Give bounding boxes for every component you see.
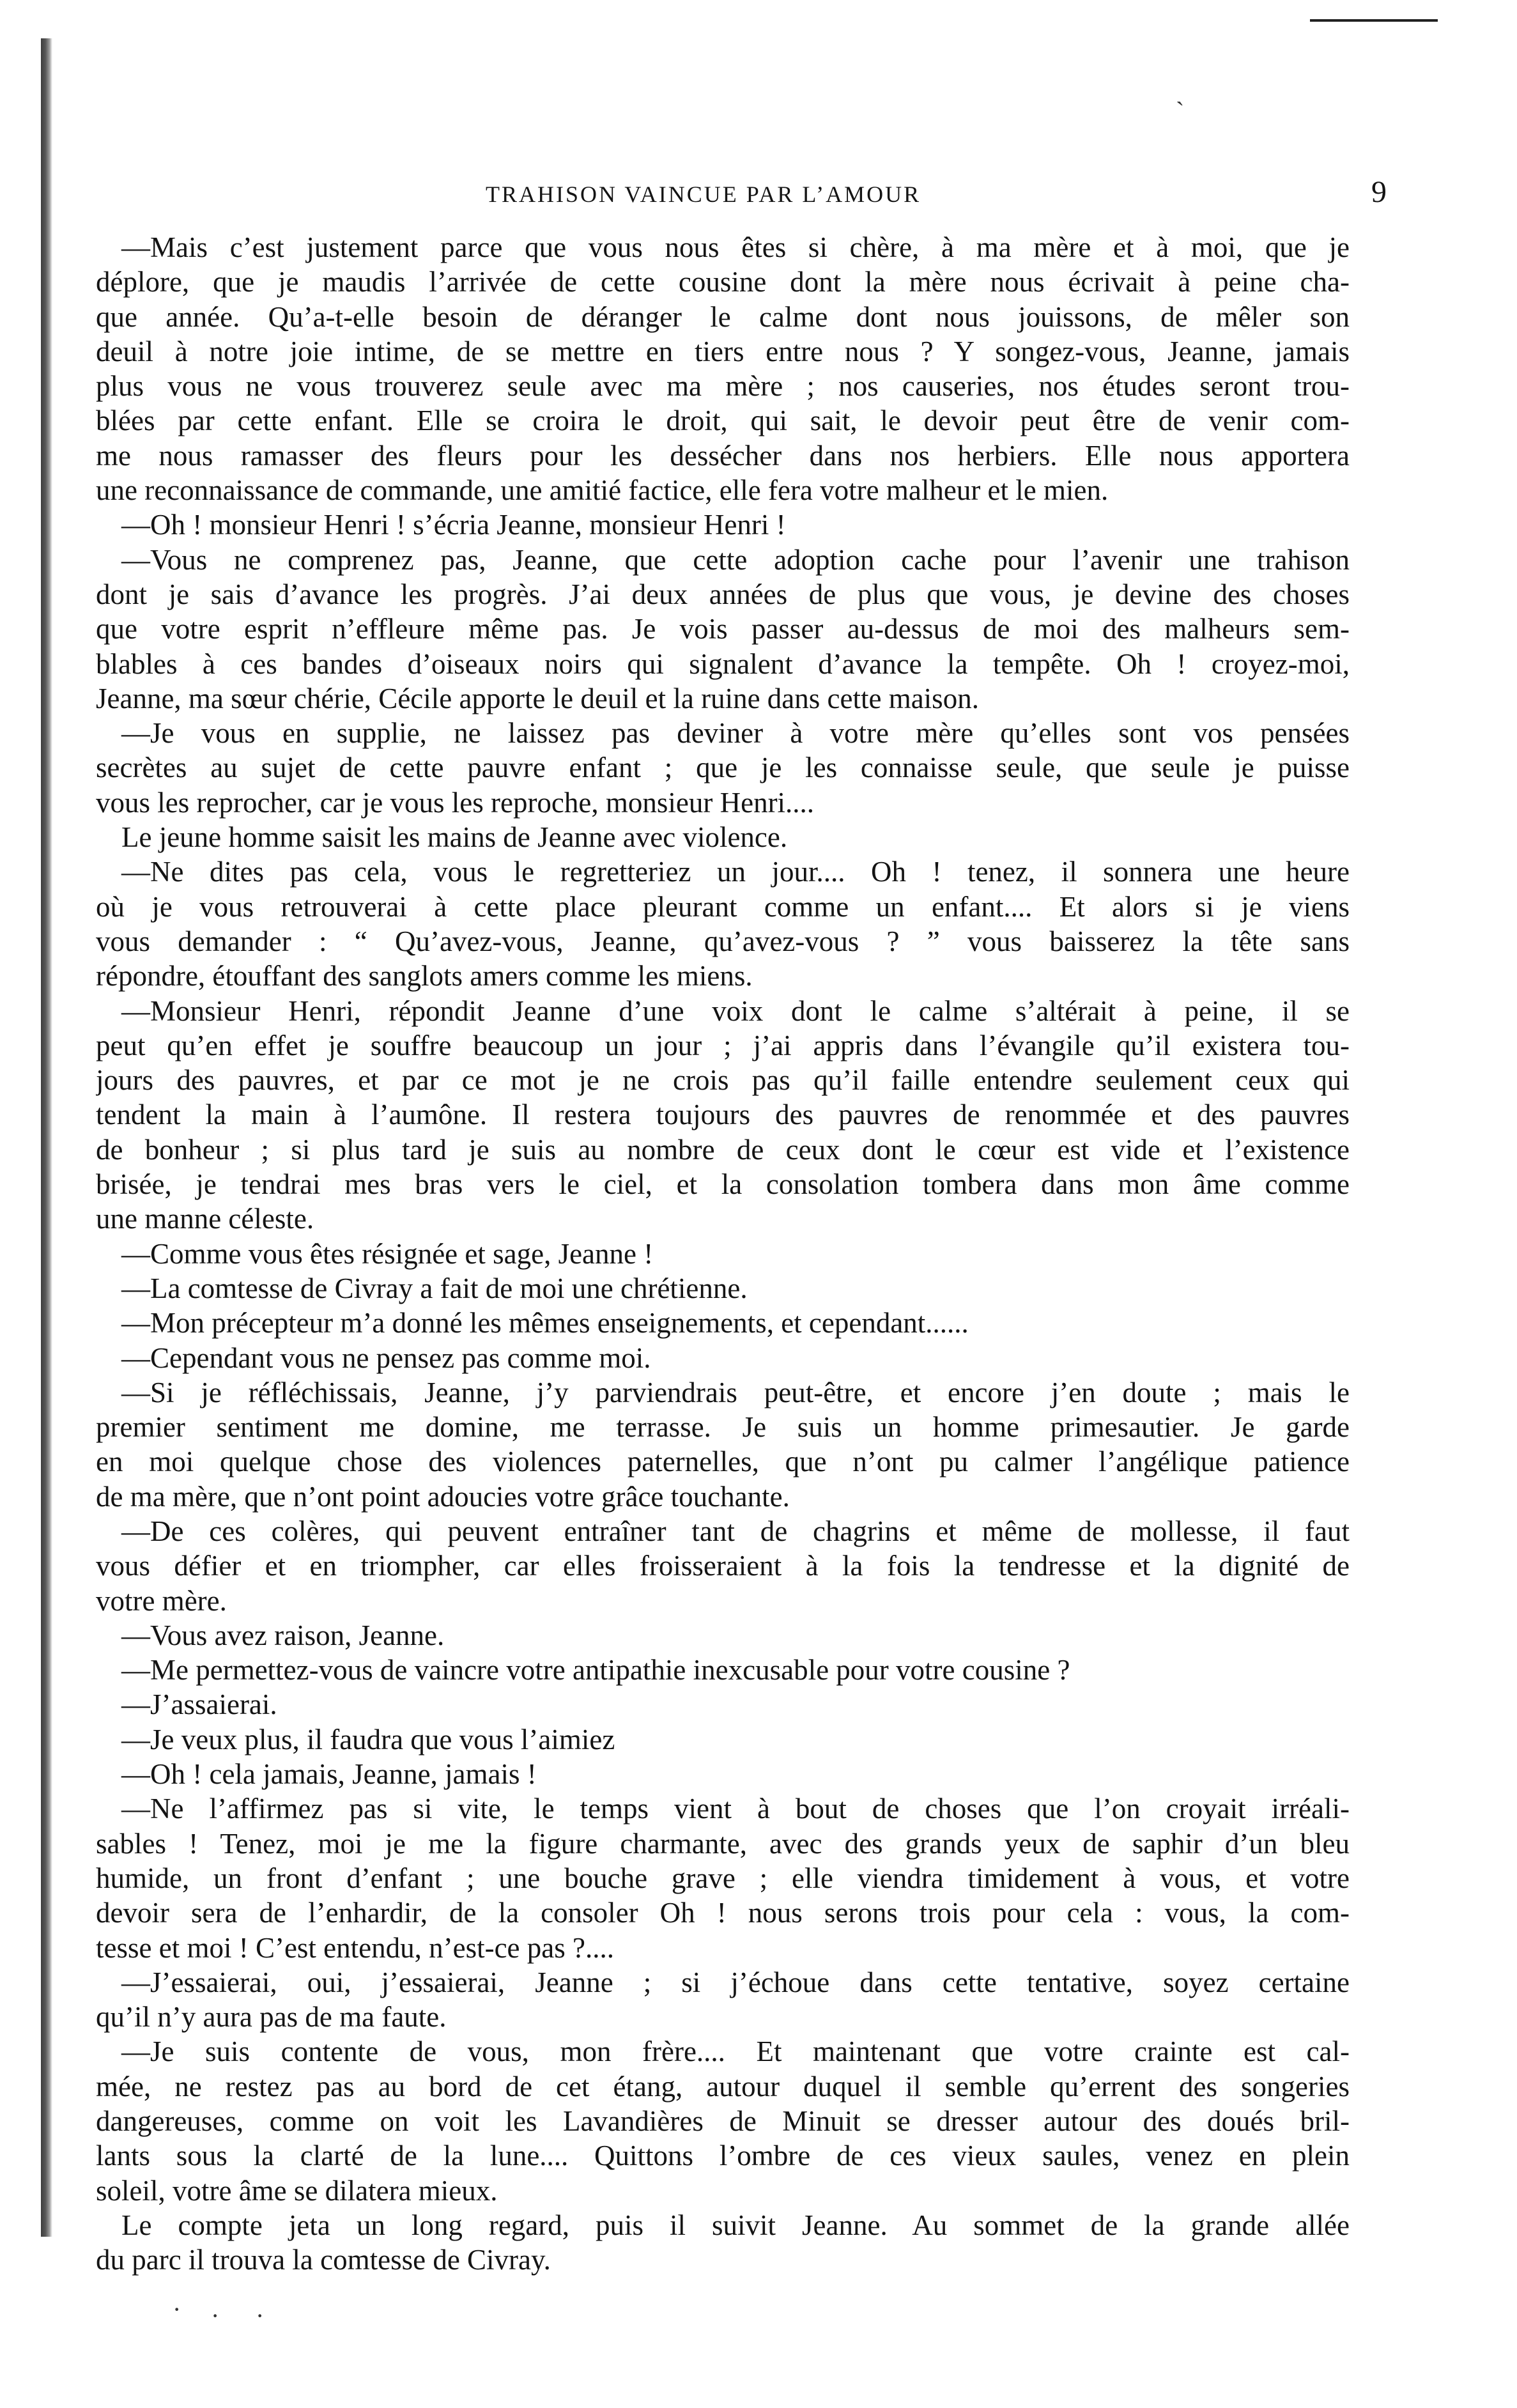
- text-line: qu’il n’y aura pas de ma faute.: [96, 2001, 447, 2034]
- text-line: —J’essaierai, oui, j’essaierai, Jeanne ; si j’échoue dans cette tentative, soyez certaine: [121, 1966, 1350, 1998]
- text-line: vous les reprocher, car je vous les reproche, monsieur Henri....: [96, 786, 815, 819]
- text-line: —Je veux plus, il faudra que vous l’aimiez: [121, 1723, 615, 1756]
- text-line: —Monsieur Henri, répondit Jeanne d’une voix dont le calme s’altérait à peine, il se: [121, 994, 1350, 1027]
- text-line: —Mon précepteur m’a donné les mêmes enseignements, et cependant......: [121, 1307, 969, 1339]
- text-line: de bonheur ; si plus tard je suis au nombre de ceux dont le cœur est vide et l’existence: [96, 1133, 1350, 1166]
- text-line: secrètes au sujet de cette pauvre enfant ; que je les connaisse seule, que seule je puisse: [96, 752, 1350, 784]
- top-corner-rule: [1310, 0, 1438, 22]
- text-line: brisée, je tendrai mes bras vers le ciel, et la consolation tombera dans mon âme comme: [96, 1168, 1350, 1201]
- text-line: dont je sais d’avance les progrès. J’ai deux années de plus que vous, je devine des choses: [96, 578, 1350, 610]
- text-line: jours des pauvres, et par ce mot je ne crois pas qu’il faille entendre seulement ceux qui: [96, 1064, 1350, 1097]
- text-line: —Me permettez-vous de vaincre votre antipathie inexcusable pour votre cousine ?: [121, 1654, 1070, 1686]
- text-line: que année. Qu’a-t-elle besoin de déranger le calme dont nous jouissons, de mêler son: [96, 300, 1350, 333]
- text-line: tendent la main à l’aumône. Il restera toujours des pauvres de renommée et des pauvres: [96, 1099, 1350, 1131]
- text-line: —Je suis contente de vous, mon frère.... Et maintenant que votre crainte est cal-: [121, 2035, 1350, 2068]
- text-line: —De ces colères, qui peuvent entraîner tant de chagrins et même de mollesse, il faut: [121, 1515, 1350, 1547]
- text-line: mée, ne restez pas au bord de cet étang, autour duquel il semble qu’errent des songeries: [96, 2070, 1350, 2103]
- text-line: devoir sera de l’enhardir, de la consoler Oh ! nous serons trois pour cela : vous, la com-: [96, 1897, 1350, 1929]
- text-line: tesse et moi ! C’est entendu, n’est-ce pas ?....: [96, 1931, 614, 1964]
- text-line: —Mais c’est justement parce que vous nous êtes si chère, à ma mère et à moi, que je: [121, 231, 1350, 263]
- text-line: une manne céleste.: [96, 1203, 314, 1235]
- text-line: —Comme vous êtes résignée et sage, Jeanne !: [121, 1237, 654, 1270]
- text-line: —Vous ne comprenez pas, Jeanne, que cette adoption cache pour l’avenir une trahison: [121, 543, 1350, 576]
- body-text: [96, 230, 1350, 2278]
- text-line: vous défier et en triompher, car elles froisseraient à la fois la tendresse et la dignité de: [96, 1550, 1350, 1582]
- text-line: humide, un front d’enfant ; une bouche grave ; elle viendra timidement à vous, et votre: [96, 1862, 1350, 1894]
- text-line: soleil, votre âme se dilatera mieux.: [96, 2174, 498, 2207]
- text-line: plus vous ne vous trouverez seule avec ma mère ; nos causeries, nos études seront trou-: [96, 370, 1350, 403]
- text-line: —Vous avez raison, Jeanne.: [121, 1619, 445, 1651]
- page-number: 9: [1371, 175, 1387, 209]
- stray-mark: ·: [256, 2301, 265, 2330]
- text-line: premier sentiment me domine, me terrasse. Je suis un homme primesautier. Je garde: [96, 1411, 1350, 1444]
- text-line: me nous ramasser des fleurs pour les dessécher dans nos herbiers. Elle nous apportera: [96, 439, 1350, 472]
- text-line: dangereuses, comme on voit les Lavandières de Minuit se dresser autour des doués bril-: [96, 2105, 1350, 2138]
- text-line: blées par cette enfant. Elle se croira le droit, qui sait, le devoir peut être de venir com-: [96, 405, 1350, 437]
- text-line: —J’assaierai.: [121, 1688, 277, 1721]
- text-line: —Oh ! monsieur Henri ! s’écria Jeanne, monsieur Henri !: [121, 509, 786, 541]
- text-line: Jeanne, ma sœur chérie, Cécile apporte le deuil et la ruine dans cette maison.: [96, 682, 979, 714]
- text-line: que votre esprit n’effleure même pas. Je vois passer au-dessus de moi des malheurs sem-: [96, 613, 1350, 645]
- text-line: peut qu’en effet je souffre beaucoup un jour ; j’ai appris dans l’évangile qu’il existera tou-: [96, 1029, 1350, 1061]
- stray-mark: ·: [211, 2301, 220, 2330]
- text-line: du parc il trouva la comtesse de Civray.: [96, 2244, 551, 2276]
- stray-mark: ˋ: [1176, 96, 1185, 125]
- text-line: Le jeune homme saisit les mains de Jeanne avec violence.: [121, 821, 788, 854]
- text-line: déplore, que je maudis l’arrivée de cette cousine dont la mère nous écrivait à peine cha-: [96, 266, 1350, 298]
- text-line: lants sous la clarté de la lune.... Quittons l’ombre de ces vieux saules, venez en plein: [96, 2140, 1350, 2172]
- page-binding-edge: [41, 38, 52, 2237]
- text-line: —La comtesse de Civray a fait de moi une chrétienne.: [121, 1272, 748, 1304]
- text-line: répondre, étouffant des sanglots amers comme les miens.: [96, 960, 753, 992]
- text-line: —Ne l’affirmez pas si vite, le temps vient à bout de choses que l’on croyait irréali-: [121, 1793, 1350, 1825]
- running-title: TRAHISON VAINCUE PAR L’AMOUR: [486, 181, 921, 207]
- text-line: —Je vous en supplie, ne laissez pas deviner à votre mère qu’elles sont vos pensées: [121, 717, 1350, 750]
- text-line: sables ! Tenez, moi je me la figure charmante, avec des grands yeux de saphir d’un bleu: [96, 1827, 1350, 1860]
- text-line: de ma mère, que n’ont point adoucies votre grâce touchante.: [96, 1480, 790, 1513]
- text-line: Le compte jeta un long regard, puis il suivit Jeanne. Au sommet de la grande allée: [121, 2209, 1350, 2241]
- text-line: une reconnaissance de commande, une amitié factice, elle fera votre malheur et le mien.: [96, 474, 1109, 507]
- text-line: —Cependant vous ne pensez pas comme moi.: [121, 1341, 651, 1374]
- stray-mark: ·: [173, 2295, 181, 2324]
- text-line: vous demander : “ Qu’avez-vous, Jeanne, qu’avez-vous ? ” vous baisserez la tête sans: [96, 925, 1350, 957]
- text-line: deuil à notre joie intime, de se mettre en tiers entre nous ? Y songez-vous, Jeanne, jamais: [96, 335, 1350, 367]
- running-head: [96, 175, 1387, 219]
- text-line: —Ne dites pas cela, vous le regretteriez un jour.... Oh ! tenez, il sonnera une heure: [121, 856, 1350, 888]
- text-line: en moi quelque chose des violences paternelles, que n’ont pu calmer l’angélique patience: [96, 1446, 1350, 1478]
- text-line: —Si je réfléchissais, Jeanne, j’y parviendrais peut-être, et encore j’en doute ; mais le: [121, 1376, 1350, 1409]
- text-line: blables à ces bandes d’oiseaux noirs qui signalent d’avance la tempête. Oh ! croyez-moi,: [96, 647, 1350, 680]
- text-line: —Oh ! cela jamais, Jeanne, jamais !: [121, 1758, 537, 1791]
- text-line: où je vous retrouverai à cette place pleurant comme un enfant.... Et alors si je viens: [96, 890, 1350, 923]
- text-line: votre mère.: [96, 1584, 227, 1617]
